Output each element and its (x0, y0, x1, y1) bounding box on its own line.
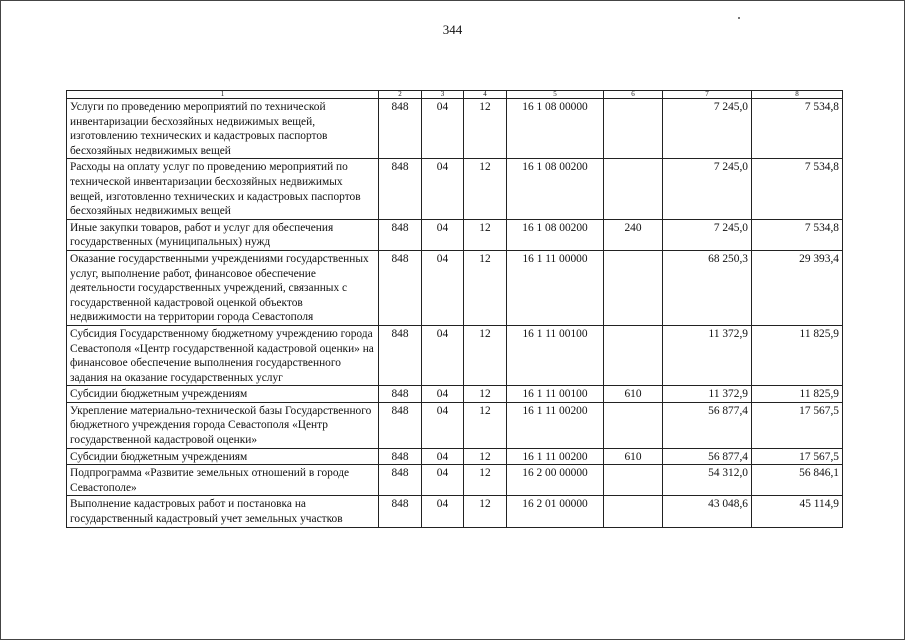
column-number-4: 4 (464, 91, 507, 99)
row-name-cell: Выполнение кадастровых работ и постановка на государственный кадастровый учет земельных участков (67, 496, 379, 527)
row-expense-type (604, 159, 663, 219)
row-section-code: 04 (422, 386, 464, 403)
row-expense-type: 610 (604, 386, 663, 403)
row-target-article: 16 1 08 00200 (507, 159, 604, 219)
row-section-code: 04 (422, 219, 464, 250)
row-amount-year-2: 7 534,8 (752, 219, 843, 250)
row-target-article: 16 1 11 00100 (507, 386, 604, 403)
row-amount-year-1: 54 312,0 (663, 465, 752, 496)
column-number-5: 5 (507, 91, 604, 99)
row-target-article: 16 2 01 00000 (507, 496, 604, 527)
row-amount-year-2: 11 825,9 (752, 325, 843, 385)
row-ministry-code: 848 (379, 99, 422, 159)
table-row (67, 402, 843, 448)
row-ministry-code: 848 (379, 386, 422, 403)
column-number-2: 2 (379, 91, 422, 99)
row-amount-year-2: 7 534,8 (752, 99, 843, 159)
row-expense-type (604, 250, 663, 325)
row-subsection-code: 12 (464, 99, 507, 159)
budget-table (66, 90, 843, 528)
row-target-article: 16 1 08 00000 (507, 99, 604, 159)
row-name-cell: Услуги по проведению мероприятий по технической инвентаризации бесхозяйных недвижимых вещей, изготовлению технических и кадастровых паспортов бесхозяйных недвижимых вещей (67, 99, 379, 159)
row-name-cell: Иные закупки товаров, работ и услуг для обеспечения государственных (муниципальных) нужд (67, 219, 379, 250)
row-target-article: 16 1 11 00200 (507, 448, 604, 465)
row-amount-year-1: 7 245,0 (663, 99, 752, 159)
table-body (67, 91, 843, 528)
table-row (67, 386, 843, 403)
row-expense-type (604, 99, 663, 159)
row-section-code: 04 (422, 496, 464, 527)
row-amount-year-1: 11 372,9 (663, 325, 752, 385)
row-target-article: 16 1 11 00200 (507, 402, 604, 448)
row-subsection-code: 12 (464, 465, 507, 496)
column-number-6: 6 (604, 91, 663, 99)
column-number-7: 7 (663, 91, 752, 99)
row-amount-year-2: 11 825,9 (752, 386, 843, 403)
row-subsection-code: 12 (464, 159, 507, 219)
row-name-cell: Укрепление материально-технической базы Государственного бюджетного учреждения города Севастополя «Центр государственной кадастровой оценки» (67, 402, 379, 448)
row-amount-year-2: 7 534,8 (752, 159, 843, 219)
row-name-cell: Расходы на оплату услуг по проведению мероприятий по технической инвентаризации бесхозяйных недвижимых вещей, изготовленно технических и кадастровых паспортов бесхозяйных недвижимых вещей (67, 159, 379, 219)
row-section-code: 04 (422, 325, 464, 385)
row-name-cell: Субсидии бюджетным учреждениям (67, 448, 379, 465)
row-expense-type: 240 (604, 219, 663, 250)
row-section-code: 04 (422, 250, 464, 325)
row-section-code: 04 (422, 402, 464, 448)
row-subsection-code: 12 (464, 386, 507, 403)
row-target-article: 16 1 11 00100 (507, 325, 604, 385)
row-amount-year-1: 7 245,0 (663, 219, 752, 250)
row-target-article: 16 1 08 00200 (507, 219, 604, 250)
row-amount-year-2: 56 846,1 (752, 465, 843, 496)
column-number-3: 3 (422, 91, 464, 99)
row-target-article: 16 2 00 00000 (507, 465, 604, 496)
row-ministry-code: 848 (379, 325, 422, 385)
row-ministry-code: 848 (379, 402, 422, 448)
table-row (67, 496, 843, 527)
row-ministry-code: 848 (379, 219, 422, 250)
row-subsection-code: 12 (464, 219, 507, 250)
row-amount-year-1: 11 372,9 (663, 386, 752, 403)
row-amount-year-2: 45 114,9 (752, 496, 843, 527)
row-name-cell: Оказание государственными учреждениями государственных услуг, выполнение работ, финансовое обеспечение деятельности государственных учреждений, связанных с государственной кадастровой оценкой объектов недвижимости на территории города Севастополя (67, 250, 379, 325)
page-number: 344 (442, 22, 463, 37)
row-subsection-code: 12 (464, 250, 507, 325)
row-subsection-code: 12 (464, 325, 507, 385)
scan-speck (738, 17, 740, 19)
row-expense-type (604, 496, 663, 527)
row-amount-year-1: 68 250,3 (663, 250, 752, 325)
row-target-article: 16 1 11 00000 (507, 250, 604, 325)
table-row (67, 250, 843, 325)
row-amount-year-2: 17 567,5 (752, 448, 843, 465)
row-section-code: 04 (422, 159, 464, 219)
column-number-8: 8 (752, 91, 843, 99)
row-ministry-code: 848 (379, 250, 422, 325)
row-expense-type (604, 325, 663, 385)
row-expense-type (604, 465, 663, 496)
row-section-code: 04 (422, 448, 464, 465)
row-amount-year-2: 29 393,4 (752, 250, 843, 325)
row-ministry-code: 848 (379, 159, 422, 219)
row-name-cell: Подпрограмма «Развитие земельных отношений в городе Севастополе» (67, 465, 379, 496)
row-ministry-code: 848 (379, 465, 422, 496)
row-name-cell: Субсидия Государственному бюджетному учреждению города Севастополя «Центр государственной кадастровой оценки» на финансовое обеспечение выполнения государственного задания на оказание государственных услуг (67, 325, 379, 385)
row-expense-type: 610 (604, 448, 663, 465)
column-number-row (67, 91, 843, 99)
table-row (67, 465, 843, 496)
row-amount-year-1: 56 877,4 (663, 448, 752, 465)
row-expense-type (604, 402, 663, 448)
row-ministry-code: 848 (379, 448, 422, 465)
table-row (67, 99, 843, 159)
row-name-cell: Субсидии бюджетным учреждениям (67, 386, 379, 403)
row-ministry-code: 848 (379, 496, 422, 527)
table-row (67, 325, 843, 385)
row-section-code: 04 (422, 465, 464, 496)
row-subsection-code: 12 (464, 496, 507, 527)
row-section-code: 04 (422, 99, 464, 159)
row-amount-year-1: 43 048,6 (663, 496, 752, 527)
table-row (67, 448, 843, 465)
table-row (67, 219, 843, 250)
row-subsection-code: 12 (464, 448, 507, 465)
row-subsection-code: 12 (464, 402, 507, 448)
row-amount-year-1: 7 245,0 (663, 159, 752, 219)
row-amount-year-1: 56 877,4 (663, 402, 752, 448)
column-number-1: 1 (67, 91, 379, 99)
table-row (67, 159, 843, 219)
row-amount-year-2: 17 567,5 (752, 402, 843, 448)
